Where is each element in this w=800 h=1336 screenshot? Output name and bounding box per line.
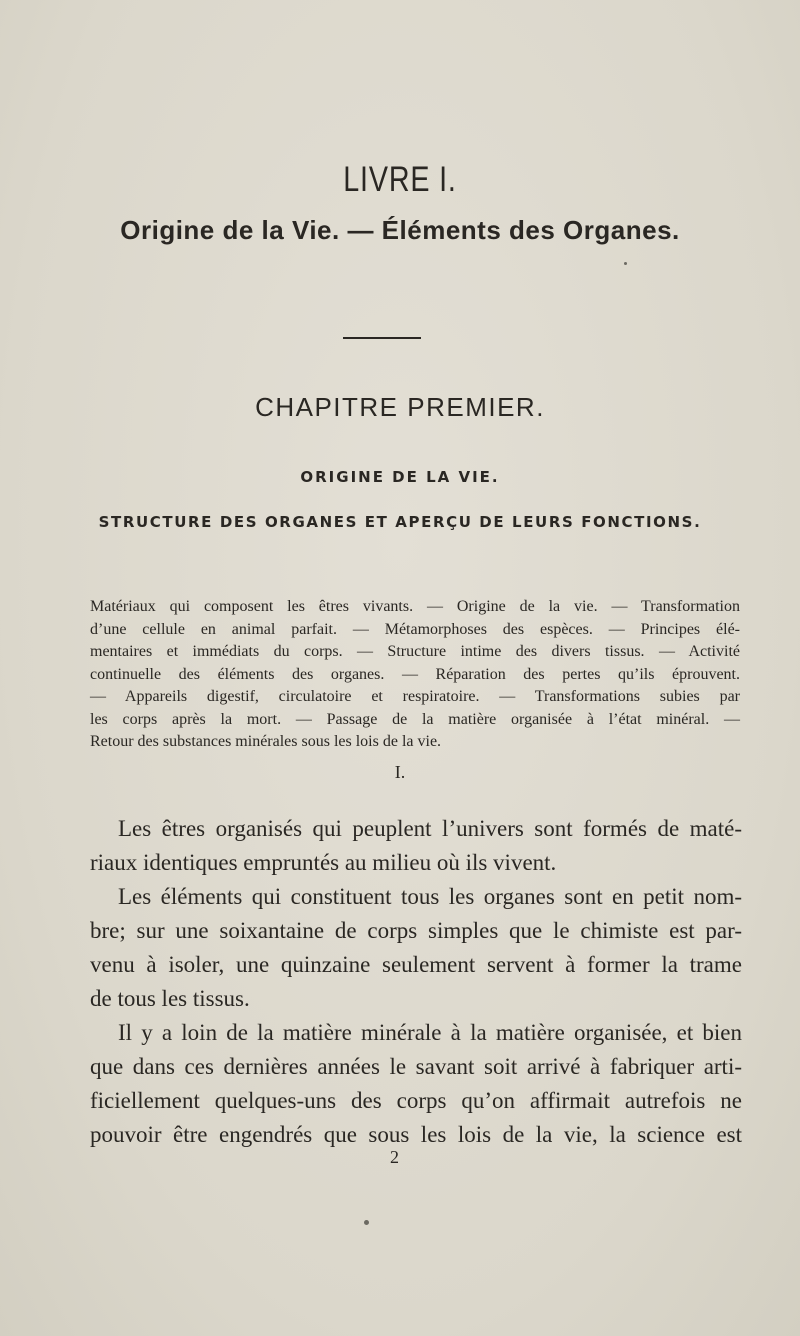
body-text (90, 812, 742, 1152)
body-line: de tous les tissus. (90, 986, 250, 1011)
book-title: LIVRE I. (343, 160, 457, 199)
body-line: venu à isoler, une quinzaine seulement servent à former la trame (90, 952, 742, 977)
summary-line: mentaires et immédiats du corps. — Structure intime des divers tissus. — Activité (90, 643, 740, 660)
ink-speck (624, 262, 627, 265)
summary-line: — Appareils digestif, circulatoire et respiratoire. — Transformations subies par (90, 688, 740, 705)
ink-speck (364, 1220, 369, 1225)
title-rule (343, 337, 421, 339)
chapter-subtitle: ORIGINE DE LA VIE. (300, 468, 500, 486)
body-line: Les êtres organisés qui peuplent l’univers sont formés de maté- (118, 816, 742, 841)
summary-line: continuelle des éléments des organes. — Réparation des pertes qu’ils éprouvent. (90, 665, 740, 683)
chapter-subtitle-structure: STRUCTURE DES ORGANES ET APERÇU DE LEURS FONCTIONS. (98, 513, 702, 531)
chapter-title: CHAPITRE PREMIER. (255, 392, 545, 422)
summary-line: Matériaux qui composent les êtres vivants. — Origine de la vie. — Transformation (90, 598, 740, 615)
body-line: bre; sur une soixantaine de corps simples que le chimiste est par- (90, 918, 742, 943)
body-line: pouvoir être engendrés que sous les lois de la vie, la science est (90, 1122, 742, 1147)
summary-line: Retour des substances minérales sous les lois de la vie. (90, 733, 442, 750)
body-line: Les éléments qui constituent tous les organes sont en petit nom- (118, 884, 742, 909)
page-number: 2 (390, 1147, 399, 1167)
body-line: ficiellement quelques-uns des corps qu’on affirmait autrefois ne (90, 1088, 742, 1113)
summary-line: d’une cellule en animal parfait. — Métamorphoses des espèces. — Principes élé- (90, 620, 740, 638)
summary-line: les corps après la mort. — Passage de la matière organisée à l’état minéral. — (90, 710, 740, 728)
section-number: I. (394, 762, 406, 782)
chapter-summary (90, 596, 740, 754)
body-line: riaux identiques empruntés au milieu où ils vivent. (90, 850, 557, 875)
part-title: Origine de la Vie. — Éléments des Organes. (120, 215, 680, 245)
body-line: que dans ces dernières années le savant soit arrivé à fabriquer arti- (90, 1054, 742, 1079)
body-line: Il y a loin de la matière minérale à la matière organisée, et bien (118, 1020, 742, 1045)
